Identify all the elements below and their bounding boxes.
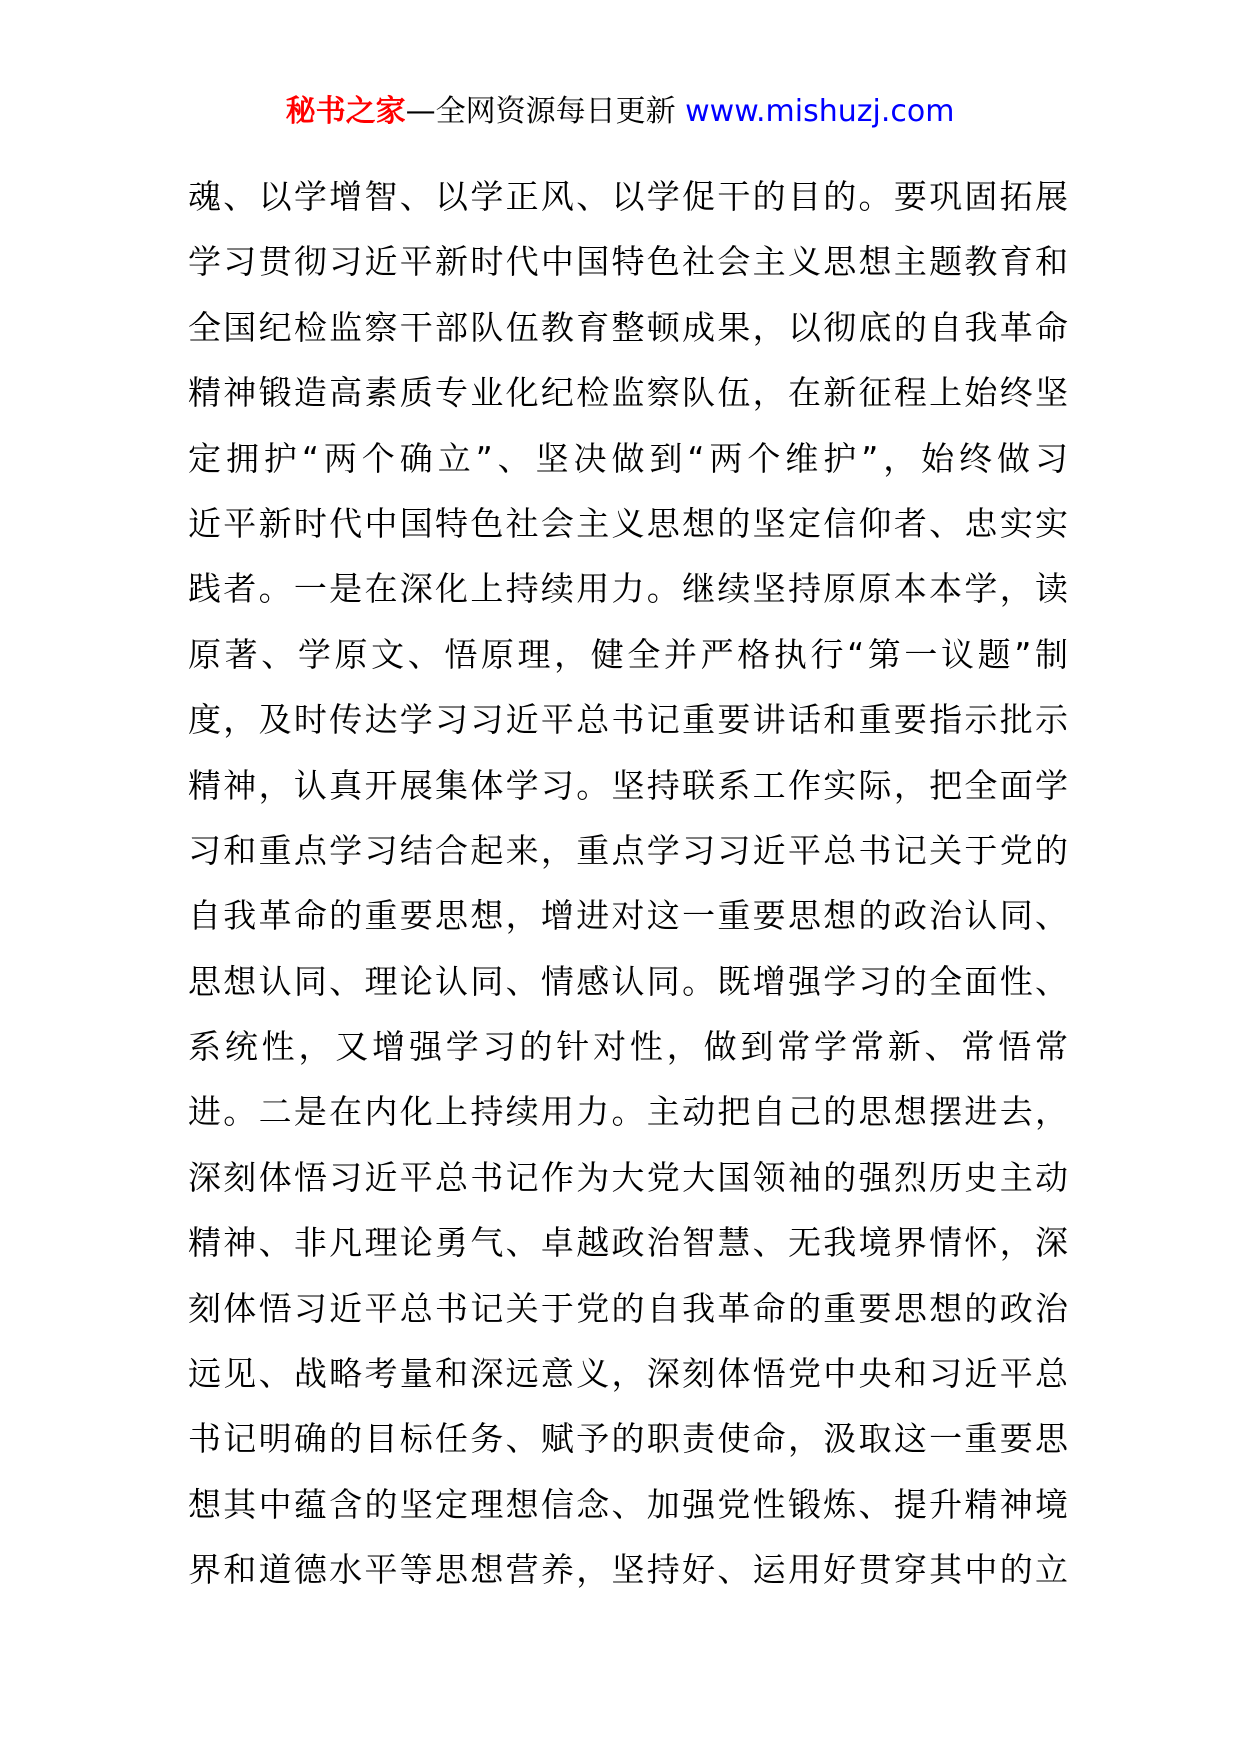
text-line: 精神，认真开展集体学习。坚持联系工作实际，把全面学: [188, 765, 1068, 805]
text-line: 界和道德水平等思想营养，坚持好、运用好贯穿其中的立: [188, 1550, 1068, 1590]
text-line: 系统性，又增强学习的针对性，做到常学常新、常悟常: [188, 1027, 1068, 1067]
text-line: 自我革命的重要思想，增进对这一重要思想的政治认同、: [188, 896, 1068, 936]
site-tagline: —全网资源每日更新: [405, 94, 676, 129]
text-line: 魂、以学增智、以学正风、以学促干的目的。要巩固拓展: [188, 177, 1068, 216]
text-line: 全国纪检监察干部队伍教育整顿成果，以彻底的自我革命: [188, 307, 1068, 347]
text-line: 进。二是在内化上持续用力。主动把自己的思想摆进去，: [188, 1092, 1068, 1132]
page-header: [0, 92, 1240, 132]
text-line: 想其中蕴含的坚定理想信念、加强党性锻炼、提升精神境: [188, 1484, 1068, 1524]
text-line: 近平新时代中国特色社会主义思想的坚定信仰者、忠实实: [188, 503, 1068, 543]
text-line: 思想认同、理论认同、情感认同。既增强学习的全面性、: [188, 961, 1068, 1001]
text-line: 深刻体悟习近平总书记作为大党大国领袖的强烈历史主动: [188, 1157, 1068, 1197]
text-line: 习和重点学习结合起来，重点学习习近平总书记关于党的: [188, 830, 1068, 870]
text-line: 学习贯彻习近平新时代中国特色社会主义思想主题教育和: [188, 242, 1068, 282]
text-line: 定拥护“两个确立”、坚决做到“两个维护”，始终做习: [188, 438, 1068, 478]
text-line: 原著、学原文、悟原理，健全并严格执行“第一议题”制: [188, 634, 1068, 674]
site-brand: 秘书之家: [285, 94, 406, 129]
text-line: 精神锻造高素质专业化纪检监察队伍，在新征程上始终坚: [188, 373, 1068, 413]
site-url[interactable]: www.mishuzj.com: [685, 94, 955, 129]
text-line: 书记明确的目标任务、赋予的职责使命，汲取这一重要思: [188, 1419, 1068, 1459]
text-line: 精神、非凡理论勇气、卓越政治智慧、无我境界情怀，深: [188, 1223, 1068, 1263]
text-line: 践者。一是在深化上持续用力。继续坚持原原本本学，读: [188, 569, 1068, 609]
text-line: 度，及时传达学习习近平总书记重要讲话和重要指示批示: [188, 700, 1068, 740]
text-line: 远见、战略考量和深远意义，深刻体悟党中央和习近平总: [188, 1354, 1068, 1394]
text-line: 刻体悟习近平总书记关于党的自我革命的重要思想的政治: [188, 1288, 1068, 1328]
body-text: [188, 164, 1068, 1603]
